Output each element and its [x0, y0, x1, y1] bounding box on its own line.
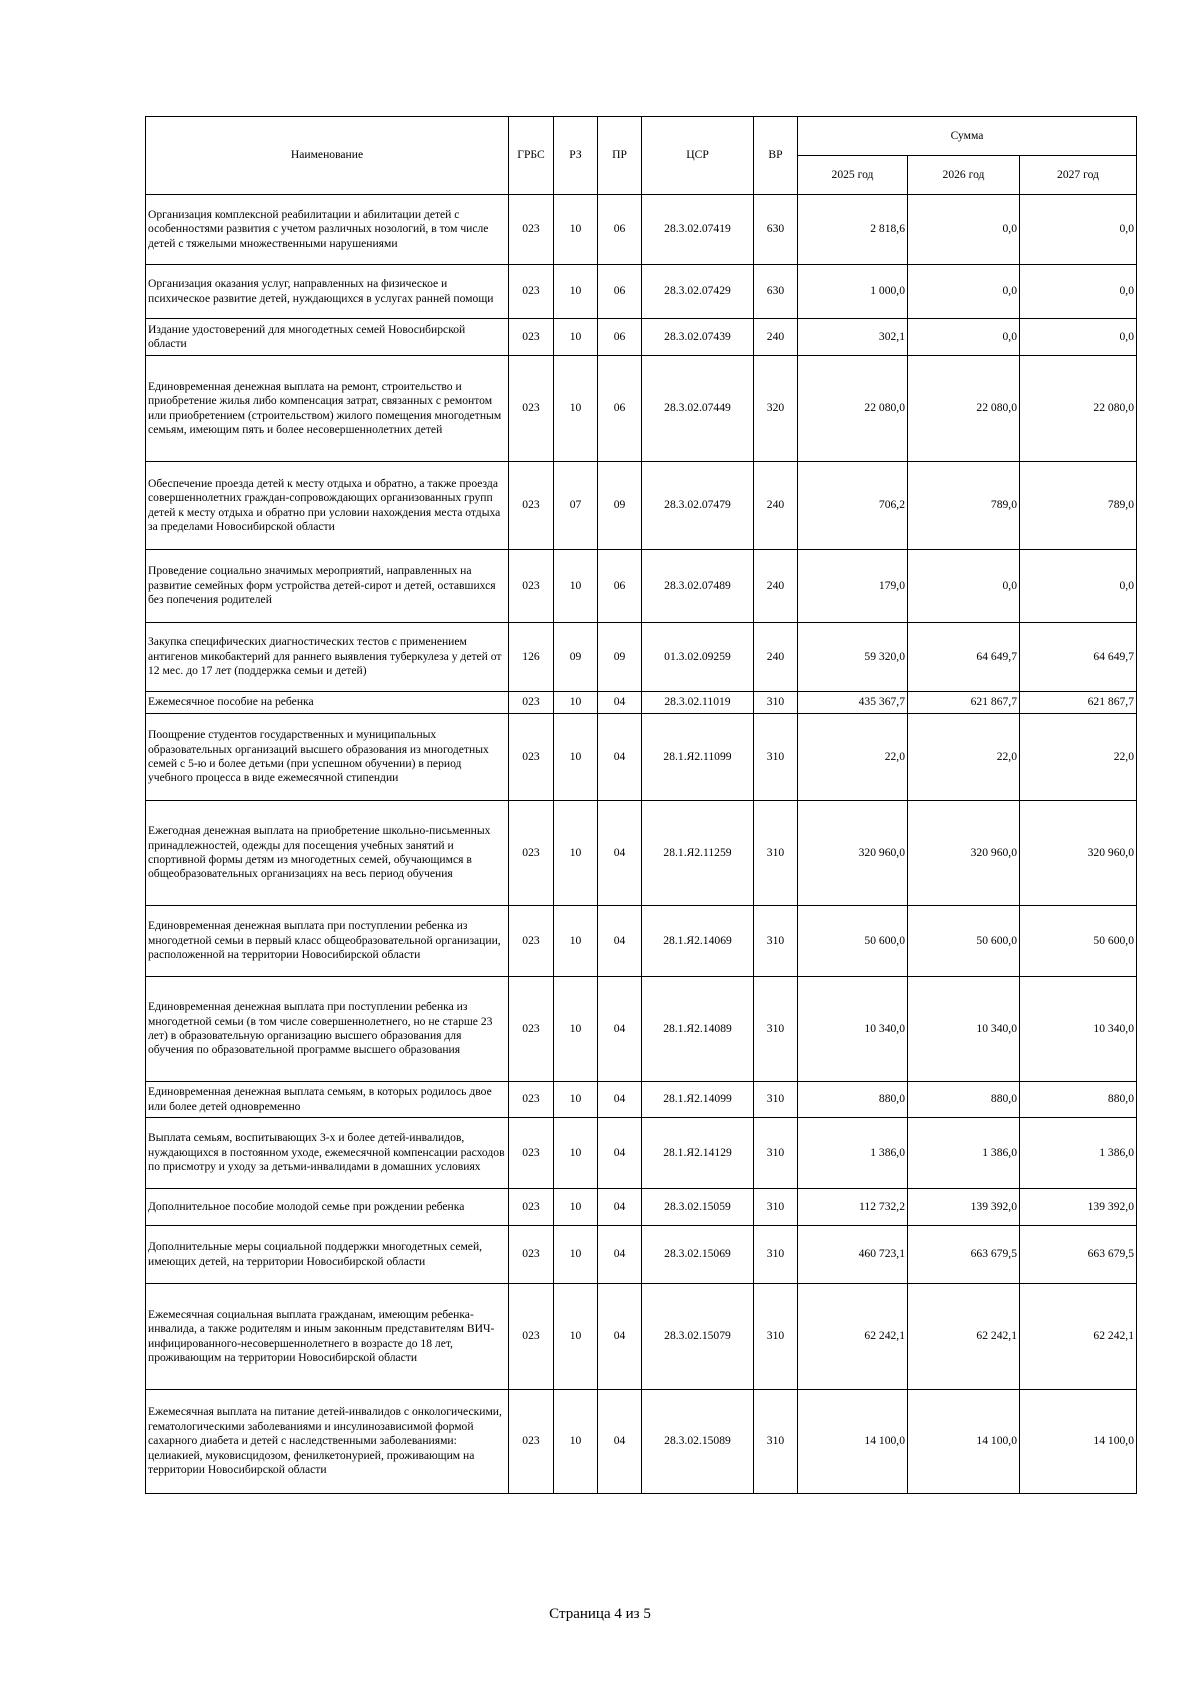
cell-2025: 179,0 — [798, 550, 908, 623]
cell-rz: 10 — [554, 356, 598, 462]
cell-rz: 10 — [554, 195, 598, 265]
cell-2026: 10 340,0 — [908, 977, 1020, 1082]
cell-grbs: 023 — [509, 195, 554, 265]
table-body — [146, 195, 1137, 1494]
page-number: Страница 4 из 5 — [549, 1606, 651, 1622]
cell-csr: 28.1.Я2.11099 — [642, 714, 754, 801]
header-csr: ЦСР — [642, 117, 754, 195]
cell-2025: 22 080,0 — [798, 356, 908, 462]
cell-grbs: 023 — [509, 356, 554, 462]
cell-name: Поощрение студентов государственных и муниципальных образовательных организаций высшего образования из многодетных семей с 5-ю и более детьми (при успешном обучении) в период учебного процесса в виде ежемесячной стипендии — [146, 714, 509, 801]
cell-2025: 2 818,6 — [798, 195, 908, 265]
table-header — [146, 117, 1137, 195]
cell-vr: 310 — [754, 1390, 798, 1494]
cell-grbs: 126 — [509, 623, 554, 692]
cell-vr: 320 — [754, 356, 798, 462]
cell-pr: 04 — [598, 1226, 642, 1284]
cell-csr: 28.1.Я2.14069 — [642, 906, 754, 977]
cell-2025: 706,2 — [798, 462, 908, 550]
cell-rz: 10 — [554, 906, 598, 977]
cell-2026: 22 080,0 — [908, 356, 1020, 462]
cell-pr: 04 — [598, 1189, 642, 1226]
cell-2027: 880,0 — [1020, 1082, 1137, 1118]
cell-2026: 0,0 — [908, 550, 1020, 623]
table-row — [146, 714, 1137, 801]
cell-grbs: 023 — [509, 714, 554, 801]
cell-pr: 09 — [598, 623, 642, 692]
table-row — [146, 623, 1137, 692]
cell-2026: 14 100,0 — [908, 1390, 1020, 1494]
cell-2027: 22 080,0 — [1020, 356, 1137, 462]
cell-2026: 320 960,0 — [908, 801, 1020, 906]
cell-pr: 04 — [598, 906, 642, 977]
cell-name: Дополнительное пособие молодой семье при рождении ребенка — [146, 1189, 509, 1226]
cell-grbs: 023 — [509, 1226, 554, 1284]
cell-pr: 06 — [598, 550, 642, 623]
cell-name: Ежегодная денежная выплата на приобретение школьно-письменных принадлежностей, одежды для посещения учебных занятий и спортивной формы детям из многодетных семей, обучающимся в общеобразовательных организациях на весь период обучения — [146, 801, 509, 906]
cell-rz: 10 — [554, 977, 598, 1082]
cell-2027: 22,0 — [1020, 714, 1137, 801]
cell-csr: 28.3.02.11019 — [642, 692, 754, 714]
cell-2026: 663 679,5 — [908, 1226, 1020, 1284]
header-sum: Сумма — [798, 117, 1137, 156]
cell-2027: 50 600,0 — [1020, 906, 1137, 977]
cell-2027: 789,0 — [1020, 462, 1137, 550]
cell-rz: 10 — [554, 1189, 598, 1226]
table-row — [146, 550, 1137, 623]
cell-2027: 14 100,0 — [1020, 1390, 1137, 1494]
table-row — [146, 1118, 1137, 1189]
header-name: Наименование — [146, 117, 509, 195]
cell-pr: 06 — [598, 319, 642, 356]
cell-name: Дополнительные меры социальной поддержки многодетных семей, имеющих детей, на территории Новосибирской области — [146, 1226, 509, 1284]
cell-2025: 880,0 — [798, 1082, 908, 1118]
cell-vr: 310 — [754, 801, 798, 906]
cell-grbs: 023 — [509, 692, 554, 714]
cell-pr: 06 — [598, 356, 642, 462]
cell-vr: 240 — [754, 319, 798, 356]
cell-grbs: 023 — [509, 1082, 554, 1118]
cell-grbs: 023 — [509, 977, 554, 1082]
cell-pr: 04 — [598, 692, 642, 714]
cell-rz: 10 — [554, 1284, 598, 1390]
cell-grbs: 023 — [509, 550, 554, 623]
cell-2025: 62 242,1 — [798, 1284, 908, 1390]
cell-grbs: 023 — [509, 319, 554, 356]
cell-vr: 310 — [754, 1226, 798, 1284]
cell-2026: 621 867,7 — [908, 692, 1020, 714]
cell-2026: 0,0 — [908, 319, 1020, 356]
cell-rz: 10 — [554, 1390, 598, 1494]
cell-name: Издание удостоверений для многодетных семей Новосибирской области — [146, 319, 509, 356]
cell-vr: 310 — [754, 714, 798, 801]
table-row — [146, 906, 1137, 977]
cell-2025: 460 723,1 — [798, 1226, 908, 1284]
cell-grbs: 023 — [509, 1118, 554, 1189]
cell-rz: 10 — [554, 692, 598, 714]
cell-name: Единовременная денежная выплата на ремонт, строительство и приобретение жилья либо компенсация затрат, связанных с ремонтом или приобретением (строительством) жилого помещения многодетным семьям, имеющим пять и более несовершеннолетних детей — [146, 356, 509, 462]
cell-csr: 28.1.Я2.14099 — [642, 1082, 754, 1118]
cell-csr: 28.3.02.07479 — [642, 462, 754, 550]
cell-2027: 320 960,0 — [1020, 801, 1137, 906]
cell-2025: 50 600,0 — [798, 906, 908, 977]
table-row — [146, 319, 1137, 356]
header-rz: РЗ — [554, 117, 598, 195]
cell-rz: 10 — [554, 801, 598, 906]
header-vr: ВР — [754, 117, 798, 195]
cell-2027: 10 340,0 — [1020, 977, 1137, 1082]
cell-vr: 310 — [754, 1284, 798, 1390]
cell-2027: 62 242,1 — [1020, 1284, 1137, 1390]
cell-grbs: 023 — [509, 906, 554, 977]
cell-grbs: 023 — [509, 801, 554, 906]
cell-csr: 28.1.Я2.14089 — [642, 977, 754, 1082]
cell-csr: 28.3.02.15089 — [642, 1390, 754, 1494]
cell-rz: 10 — [554, 550, 598, 623]
cell-pr: 04 — [598, 714, 642, 801]
cell-vr: 630 — [754, 265, 798, 319]
cell-pr: 06 — [598, 195, 642, 265]
cell-2025: 320 960,0 — [798, 801, 908, 906]
cell-2027: 0,0 — [1020, 195, 1137, 265]
cell-2027: 139 392,0 — [1020, 1189, 1137, 1226]
cell-pr: 04 — [598, 1390, 642, 1494]
cell-2027: 0,0 — [1020, 265, 1137, 319]
cell-rz: 10 — [554, 1082, 598, 1118]
cell-name: Выплата семьям, воспитывающих 3-х и более детей-инвалидов, нуждающихся в постоянном уходе, ежемесячной компенсации расходов по присмотру и уходу за детьми-инвалидами в домашних условиях — [146, 1118, 509, 1189]
cell-vr: 310 — [754, 1118, 798, 1189]
header-pr: ПР — [598, 117, 642, 195]
cell-2026: 139 392,0 — [908, 1189, 1020, 1226]
cell-vr: 310 — [754, 1189, 798, 1226]
cell-csr: 28.3.02.15059 — [642, 1189, 754, 1226]
table-row — [146, 1284, 1137, 1390]
cell-name: Ежемесячная социальная выплата гражданам, имеющим ребенка-инвалида, а также родителям и иным законным представителям ВИЧ-инфицированного-несовершеннолетнего в возрасте до 18 лет, проживающим на территории Новосибирской области — [146, 1284, 509, 1390]
cell-pr: 06 — [598, 265, 642, 319]
cell-vr: 240 — [754, 462, 798, 550]
cell-name: Единовременная денежная выплата семьям, в которых родилось двое или более детей одновременно — [146, 1082, 509, 1118]
cell-2025: 112 732,2 — [798, 1189, 908, 1226]
cell-2026: 0,0 — [908, 265, 1020, 319]
cell-2026: 50 600,0 — [908, 906, 1020, 977]
cell-rz: 07 — [554, 462, 598, 550]
cell-grbs: 023 — [509, 1189, 554, 1226]
cell-2026: 22,0 — [908, 714, 1020, 801]
header-grbs: ГРБС — [509, 117, 554, 195]
cell-pr: 04 — [598, 1118, 642, 1189]
cell-grbs: 023 — [509, 1390, 554, 1494]
cell-csr: 01.3.02.09259 — [642, 623, 754, 692]
cell-2026: 789,0 — [908, 462, 1020, 550]
budget-table — [145, 116, 1137, 1494]
table-row — [146, 692, 1137, 714]
cell-rz: 10 — [554, 1118, 598, 1189]
cell-rz: 10 — [554, 265, 598, 319]
cell-name: Единовременная денежная выплата при поступлении ребенка из многодетной семьи в первый класс общеобразовательной организации, расположенной на территории Новосибирской области — [146, 906, 509, 977]
cell-2027: 0,0 — [1020, 319, 1137, 356]
cell-vr: 630 — [754, 195, 798, 265]
cell-name: Проведение социально значимых мероприятий, направленных на развитие семейных форм устройства детей-сирот и детей, оставшихся без попечения родителей — [146, 550, 509, 623]
table-row — [146, 1082, 1137, 1118]
cell-pr: 09 — [598, 462, 642, 550]
cell-2027: 663 679,5 — [1020, 1226, 1137, 1284]
cell-2027: 621 867,7 — [1020, 692, 1137, 714]
cell-rz: 09 — [554, 623, 598, 692]
cell-grbs: 023 — [509, 265, 554, 319]
header-year-2025: 2025 год — [798, 156, 908, 195]
cell-2027: 64 649,7 — [1020, 623, 1137, 692]
cell-name: Единовременная денежная выплата при поступлении ребенка из многодетной семьи (в том числе совершеннолетнего, но не старше 23 лет) в образовательную организацию высшего образования для обучения по образовательной программе высшего образования — [146, 977, 509, 1082]
cell-name: Организация комплексной реабилитации и абилитации детей с особенностями развития с учетом различных нозологий, в том числе детей с тяжелыми множественными нарушениями — [146, 195, 509, 265]
cell-vr: 310 — [754, 977, 798, 1082]
cell-csr: 28.3.02.15079 — [642, 1284, 754, 1390]
header-year-2026: 2026 год — [908, 156, 1020, 195]
cell-pr: 04 — [598, 1082, 642, 1118]
cell-2025: 59 320,0 — [798, 623, 908, 692]
header-year-2027: 2027 год — [1020, 156, 1137, 195]
cell-name: Организация оказания услуг, направленных на физическое и психическое развитие детей, нуждающихся в услугах ранней помощи — [146, 265, 509, 319]
cell-rz: 10 — [554, 714, 598, 801]
table-row — [146, 801, 1137, 906]
cell-pr: 04 — [598, 977, 642, 1082]
cell-rz: 10 — [554, 1226, 598, 1284]
table-row — [146, 977, 1137, 1082]
cell-2026: 1 386,0 — [908, 1118, 1020, 1189]
table-row — [146, 1390, 1137, 1494]
cell-2025: 435 367,7 — [798, 692, 908, 714]
cell-rz: 10 — [554, 319, 598, 356]
table-row — [146, 265, 1137, 319]
cell-2025: 22,0 — [798, 714, 908, 801]
cell-csr: 28.1.Я2.14129 — [642, 1118, 754, 1189]
cell-name: Ежемесячная выплата на питание детей-инвалидов с онкологическими, гематологическими заболеваниями и инсулинозависимой формой сахарного диабета и детей с наследственными заболеваниями: целиакией, муковисцидозом, фенилкетонурией, проживающим на территории Новосибирской области — [146, 1390, 509, 1494]
cell-grbs: 023 — [509, 1284, 554, 1390]
table-row — [146, 1226, 1137, 1284]
cell-name: Ежемесячное пособие на ребенка — [146, 692, 509, 714]
cell-vr: 310 — [754, 692, 798, 714]
cell-2025: 14 100,0 — [798, 1390, 908, 1494]
cell-csr: 28.3.02.07449 — [642, 356, 754, 462]
cell-csr: 28.1.Я2.11259 — [642, 801, 754, 906]
cell-2025: 10 340,0 — [798, 977, 908, 1082]
cell-2027: 1 386,0 — [1020, 1118, 1137, 1189]
cell-pr: 04 — [598, 1284, 642, 1390]
cell-name: Закупка специфических диагностических тестов с применением антигенов микобактерий для раннего выявления туберкулеза у детей от 12 мес. до 17 лет (поддержка семьи и детей) — [146, 623, 509, 692]
cell-vr: 310 — [754, 906, 798, 977]
cell-csr: 28.3.02.07489 — [642, 550, 754, 623]
cell-csr: 28.3.02.07419 — [642, 195, 754, 265]
cell-2026: 0,0 — [908, 195, 1020, 265]
cell-csr: 28.3.02.07429 — [642, 265, 754, 319]
table-row — [146, 1189, 1137, 1226]
cell-grbs: 023 — [509, 462, 554, 550]
cell-2026: 880,0 — [908, 1082, 1020, 1118]
cell-vr: 240 — [754, 623, 798, 692]
cell-2026: 62 242,1 — [908, 1284, 1020, 1390]
table-row — [146, 462, 1137, 550]
cell-vr: 310 — [754, 1082, 798, 1118]
cell-csr: 28.3.02.15069 — [642, 1226, 754, 1284]
cell-name: Обеспечение проезда детей к месту отдыха и обратно, а также проезда совершеннолетних граждан-сопровождающих организованных групп детей к месту отдыха и обратно при условии нахождения места отдыха за пределами Новосибирской области — [146, 462, 509, 550]
cell-2025: 302,1 — [798, 319, 908, 356]
cell-2026: 64 649,7 — [908, 623, 1020, 692]
cell-2025: 1 386,0 — [798, 1118, 908, 1189]
table-row — [146, 356, 1137, 462]
cell-vr: 240 — [754, 550, 798, 623]
cell-pr: 04 — [598, 801, 642, 906]
cell-2027: 0,0 — [1020, 550, 1137, 623]
cell-2025: 1 000,0 — [798, 265, 908, 319]
table-row — [146, 195, 1137, 265]
cell-csr: 28.3.02.07439 — [642, 319, 754, 356]
